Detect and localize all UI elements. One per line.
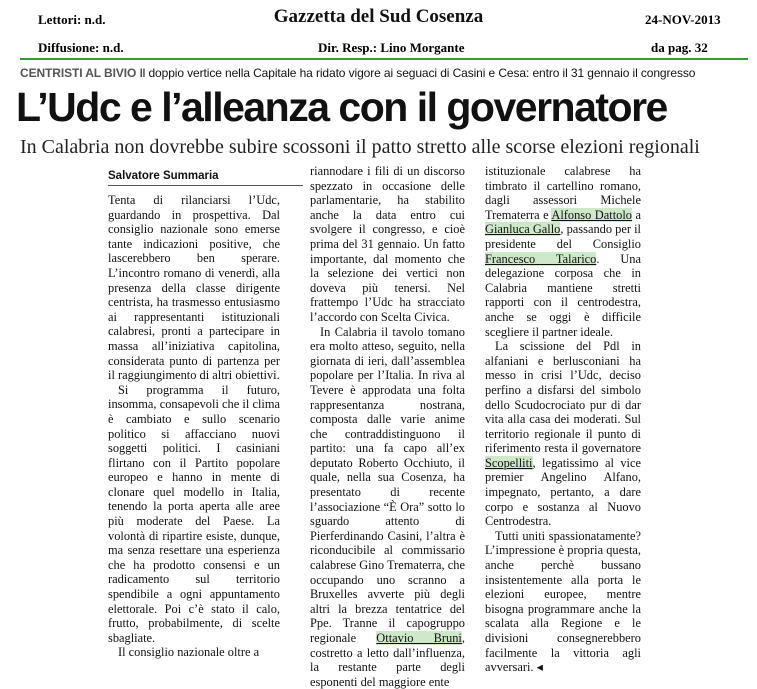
kicker-text: Il doppio vertice nella Capitale ha ridato vigore ai seguaci di Casini e Cesa: entro il 31 gennaio il congresso xyxy=(136,66,696,80)
text-run: , passando per il presidente del Consiglio xyxy=(485,222,641,251)
header-divider xyxy=(20,58,748,60)
paragraph xyxy=(485,164,641,339)
text-run: In Calabria il tavolo tomano era molto atteso, seguito, nella giornata di ieri, dall’assemblea popolare per l’Italia. In riva al Tevere è approdata una folta rappresentanza nostrana, composta dalle varie anime che contraddistinguono il partito: una fa capo all’ex deputato Roberto Occhiuto, il quale, nella sua Cosenza, ha presentato di recente l’associazione “È Ora” sotto lo sguardo attento di Pierferdinando Casini, l’altra è riconducibile al commissario calabrese Gino Trematerra, che occupando uno scranno a Bruxelles avverte più degli altri la brezza tentatrice del Ppe. Tranne il capogruppo regionale xyxy=(310,324,465,645)
article-subtitle: In Calabria non dovrebbe subire scossoni il patto stretto alle scorse elezioni regionali xyxy=(20,136,700,158)
text-run: a xyxy=(631,207,641,222)
paragraph: Tenta di rilanciarsi l’Udc, guardando in prospettiva. Dal consiglio nazionale sono emerse tante indicazioni positive, che lascerebbero ben sperare. L’incontro romano di venerdì, alla presenza della classe dirigente centrista, ha trasmesso entusiasmo ai rappresentanti istituzionali calabresi, pronti a partecipare in massa all’iniziativa capitolina, considerata punto di partenza per il raggiungimento di altri obiettivi. xyxy=(108,193,280,383)
paragraph xyxy=(485,339,641,529)
text-run: , legatissimo al vice premier Angelino Alfano, impegnato, pertanto, a dare corpo e sostanza al Nuovo Centrodestra. xyxy=(485,455,641,529)
paragraph: riannodare i fili di un discorso spezzato in occasione delle parlamentarie, ha stabilito anche la data entro cui svolgere il congresso, e cioè prima del 31 gennaio. Un fatto importante, dal momento che la selezione dei vertici non doveva più tenersi. Nel frattempo l’Udc ha stracciato l’accordo con Scelta Civica. xyxy=(310,164,465,324)
kicker-label: CENTRISTI AL BIVIO xyxy=(20,66,137,80)
article-column-1 xyxy=(108,193,280,660)
paragraph: Si programma il futuro, insomma, consapevoli che il clima è cambiato e sullo scenario politico si affacciano nuovi soggetti politici. I casiniani flirtano con il Partito popolare europeo e hanno in mente di clonare quel modello in Italia, tenendo la porta aperta alle aree più moderate del Paese. La volontà di ripartire esiste, dunque, ma senza resettare una esperienza che ha prodotto consensi e un radicamento sul territorio spendibile a ogni appuntamento elettorale. Poi c’è stato il calo, frutto, probabilmente, di scelte sbagliate. xyxy=(108,382,280,645)
person-name-highlight: Alfonso Dattolo xyxy=(551,207,632,222)
circulation: Diffusione: n.d. xyxy=(38,40,124,55)
paragraph: Il consiglio nazionale oltre a xyxy=(118,645,260,660)
text-run: . Una delegazione corposa che in Calabria mantiene stretti rapporti con il centrodestra, anche se oggi è difficile scegliere il partner ideale. xyxy=(485,251,642,339)
page-number: da pag. 32 xyxy=(651,40,708,55)
article-column-2 xyxy=(310,164,465,689)
person-name-highlight: Francesco Talarico xyxy=(485,251,597,266)
person-name-highlight: Ottavio Bruni xyxy=(376,631,462,645)
paragraph xyxy=(310,325,465,689)
text-run: La scissione del Pdl in alfaniani e berlusconiani ha messo in crisi l’Udc, deciso perfino a disfarsi del simbolo dello Scudocrociato pur di dar vita alla casa dei moderati. Sul territorio regionale il punto di riferimento resta il governatore xyxy=(485,339,641,456)
person-name-highlight: Scopelliti xyxy=(485,455,533,470)
author-byline: Salvatore Summaria xyxy=(108,170,303,186)
readers-count: Lettori: n.d. xyxy=(38,12,106,27)
article-column-3 xyxy=(485,164,641,675)
kicker xyxy=(20,66,748,80)
paragraph: Tutti uniti spassionatamente? L’impressione è propria questa, anche perchè bussano insistentemente alla porta le elezioni europee, mentre bisogna programmare anche la scalata alla Regione e le divisioni consegnerebbero facilmente la vittoria agli avversari. ◂ xyxy=(485,528,641,675)
text-run: istituzionale calabrese ha timbrato il cartellino romano, dagli assessori Michele Trematerra e xyxy=(485,164,641,222)
text-run: , costretto a letto dall’influenza, la restante parte degli esponenti del maggiore ente xyxy=(310,631,465,689)
issue-date: 24-NOV-2013 xyxy=(645,12,721,27)
article-title: L’Udc e l’alleanza con il governatore xyxy=(16,84,667,130)
director: Dir. Resp.: Lino Morgante xyxy=(318,40,465,55)
publication-name: Gazzetta del Sud Cosenza xyxy=(273,6,484,27)
person-name-highlight: Gianluca Gallo xyxy=(485,222,561,237)
